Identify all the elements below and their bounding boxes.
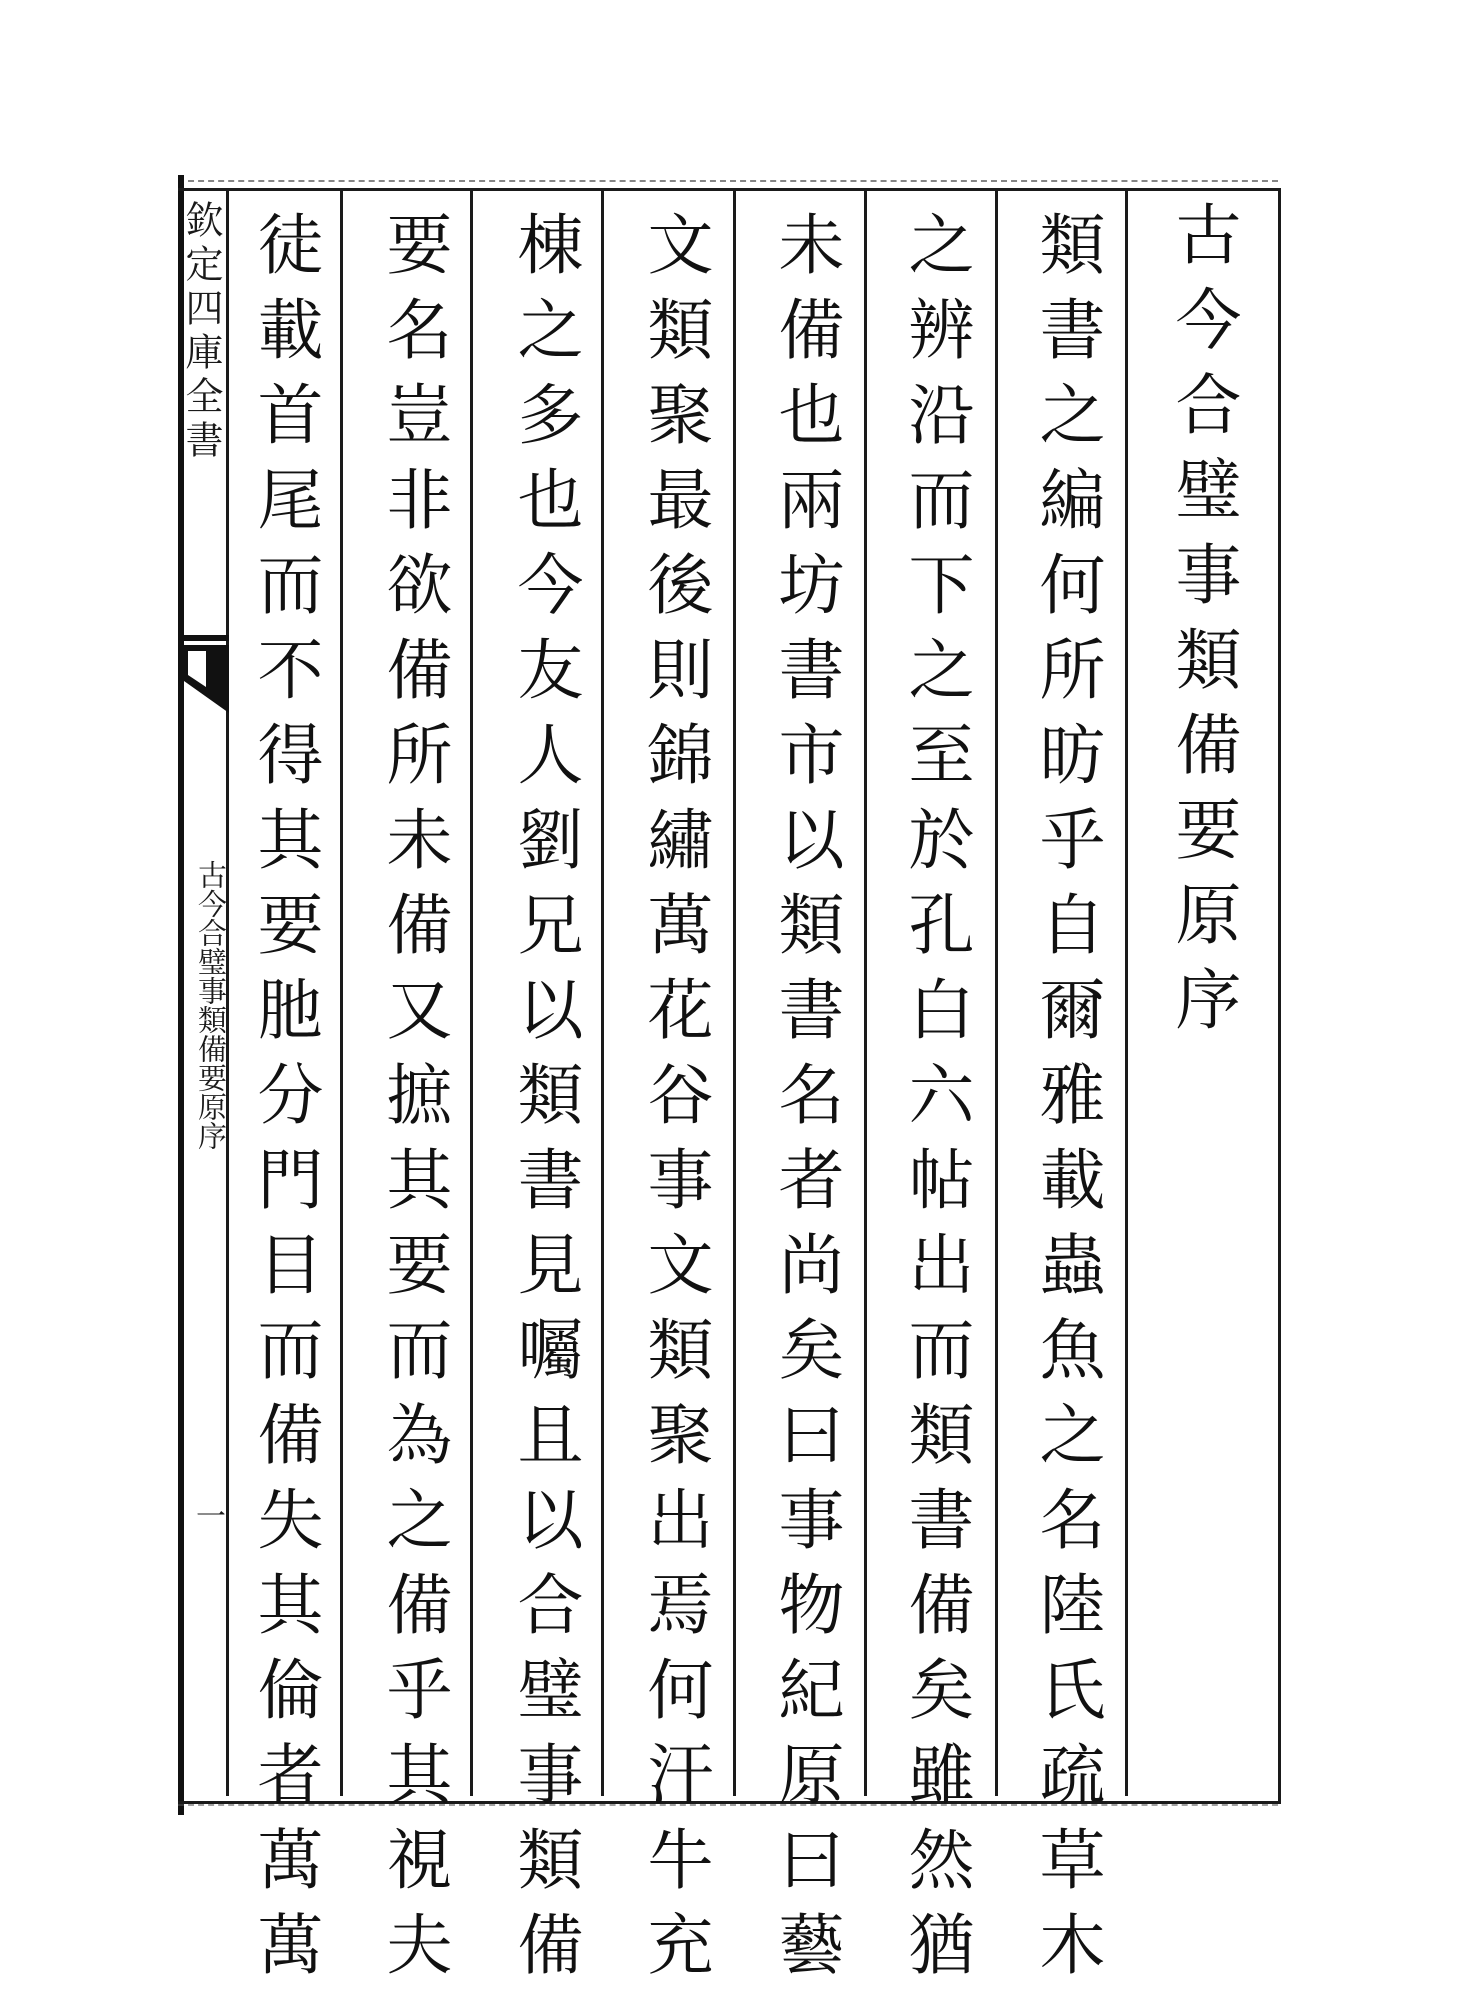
column-rule xyxy=(995,190,998,1796)
fishtail-mark-icon xyxy=(184,635,229,715)
text-column-5: 棟之多也今友人劉兄以類書見囑且以合璧事類備 xyxy=(506,210,583,1995)
text-column-1: 類書之編何所昉乎自爾雅載蟲魚之名陸氏疏草木 xyxy=(1028,210,1105,1995)
fold-strip-subtitle: 古今合璧事類備要原序 xyxy=(194,860,228,1150)
column-rule xyxy=(864,190,867,1796)
book-series-title: 欽定四庫全書 xyxy=(179,200,223,464)
column-rule xyxy=(340,190,343,1796)
column-rule xyxy=(733,190,736,1796)
text-column-4: 文類聚最後則錦繡萬花谷事文類聚出焉何汗牛充 xyxy=(636,210,713,1995)
column-rule xyxy=(601,190,604,1796)
text-column-2: 之辨沿而下之至於孔白六帖出而類書備矣雖然猶 xyxy=(897,210,974,1995)
column-rule xyxy=(1125,190,1128,1796)
text-column-7: 徒載首尾而不得其要肔分門目而備失其倫者萬萬 xyxy=(246,210,323,1995)
page-number: 一 xyxy=(190,1500,225,1530)
top-border-noise xyxy=(178,168,1278,182)
text-column-6: 要名豈非欲備所未備又摭其要而為之備乎其視夫 xyxy=(375,210,452,1995)
column-rule xyxy=(470,190,473,1796)
preface-title: 古今合璧事類備要原序 xyxy=(1164,200,1241,1050)
text-column-3: 未備也兩坊書市以類書名者尚矣曰事物紀原曰藝 xyxy=(767,210,844,1995)
